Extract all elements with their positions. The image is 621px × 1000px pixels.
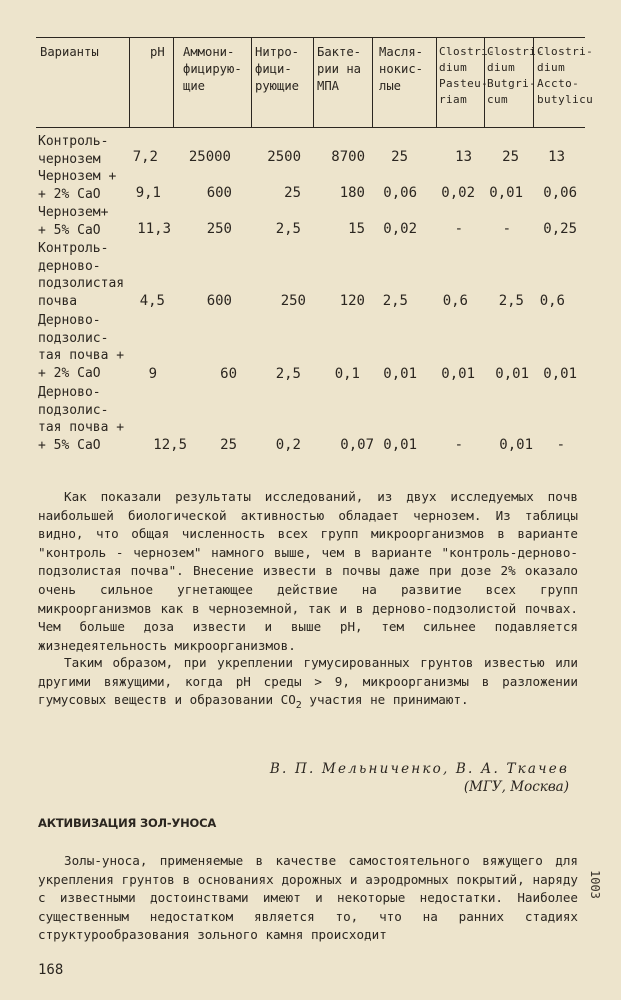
table-cell: 0,01 [383, 366, 417, 382]
section-heading: АКТИВИЗАЦИЯ ЗОЛ-УНОСА [38, 816, 217, 830]
table-top-rule [36, 37, 585, 38]
table-cell: 12,5 [153, 437, 187, 453]
table-cell: 2500 [267, 149, 301, 165]
table-cell: 2,5 [498, 293, 524, 309]
paragraph-fly-ash: Золы-уноса, применяемые в качестве самостоятельного вяжущего для укрепления грунтов в основаниях дорожных и аэродромных покрытий, наряду с известными достоинствами имеют и некоторые недостатки. Наиболее существенным недостатком является то, что на ранних стадиях структурообразования зольного камня происходит [38, 853, 578, 943]
header-nitrifying: Нитро- фици- рующие [255, 45, 300, 93]
table-cell: 13 [548, 149, 565, 165]
table-cell: 8700 [331, 149, 365, 165]
paragraph-conclusion-text: Таким образом, при укреплении гумусированных грунтов известью или другими вяжущими, когда pH среды > 9, микроорганизмы в разложении гумусовых веществ и образовании CO [38, 655, 578, 708]
table-cell: 0,01 [441, 366, 475, 382]
table-cell: 7,2 [132, 149, 158, 165]
table-cell: 180 [339, 185, 365, 201]
table-cell: 0,2 [275, 437, 301, 453]
body-text-block [38, 852, 578, 945]
table-cell: 13 [455, 149, 472, 165]
table-cell: 600 [206, 293, 232, 309]
table-cell: 0,07 [340, 437, 374, 453]
table-cell: 15 [348, 221, 365, 237]
margin-mark: 1003 [588, 870, 602, 899]
header-butyric: Масля- нокис- лые [379, 45, 424, 93]
table-cell: 0,01 [489, 185, 523, 201]
table-cell: 25 [220, 437, 237, 453]
table-cell: 0,01 [383, 437, 417, 453]
table-cell: 0,25 [543, 221, 577, 237]
table-cell: - [502, 221, 511, 237]
column-divider [251, 37, 252, 127]
row-variant-label: Дерново- подзолис- тая почва + + 2% CaO [38, 313, 125, 381]
column-divider [313, 37, 314, 127]
table-cell: 0,1 [334, 366, 360, 382]
page-number: 168 [38, 962, 64, 978]
table-cell: 0,01 [543, 366, 577, 382]
body-text-block [38, 488, 578, 655]
row-variant-label: Контроль- дерново- подзолистая почва [38, 241, 125, 309]
row-variant-label: Чернозем+ + 5% CaO [38, 205, 109, 238]
table-cell: 25 [502, 149, 519, 165]
table-cell: 0,06 [543, 185, 577, 201]
table-cell: 2,5 [275, 366, 301, 382]
table-header-rule [36, 127, 585, 128]
author-signature [270, 760, 569, 796]
table-cell: 25 [391, 149, 408, 165]
column-divider [372, 37, 373, 127]
table-cell: 25 [284, 185, 301, 201]
header-clostridium-pasteurianum: Clostri- dium Pasteu- riam [439, 45, 496, 106]
header-bacteria-mpa: Бакте- рии на МПА [317, 45, 362, 93]
table-cell: 0,6 [539, 293, 565, 309]
table-cell: - [454, 437, 463, 453]
table-cell: 0,6 [442, 293, 468, 309]
author-names: В. П. Мельниченко, В. А. Ткачев [269, 761, 569, 777]
table-cell: 0,02 [383, 221, 417, 237]
column-divider [173, 37, 174, 127]
header-clostridium-acetobutylicum: Clostri- dium Accto- butylicu [537, 45, 594, 106]
table-cell: 2,5 [382, 293, 408, 309]
paragraph-conclusion-end: участия не принимают. [301, 692, 469, 708]
table-cell: 120 [339, 293, 365, 309]
row-variant-label: Дерново- подзолис- тая почва + + 5% CaO [38, 385, 125, 453]
table-cell: 250 [206, 221, 232, 237]
table-cell: - [454, 221, 463, 237]
table-cell: 60 [220, 366, 237, 382]
co2-subscript: 2 [295, 700, 302, 712]
header-variants: Варианты [40, 45, 99, 59]
header-ammonifying: Аммони- фицирую- щие [183, 45, 242, 93]
table-cell: 11,3 [137, 221, 171, 237]
table-cell: 9 [148, 366, 157, 382]
header-clostridium-butyricum: Clostri- dium Butgri- cum [487, 45, 544, 106]
table-cell: 9,1 [135, 185, 161, 201]
paragraph-results: Как показали результаты исследований, из двух исследуемых почв наибольшей биологической активностью обладает чернозем. Из таблицы видно, что общая численность всех групп микроорганизмов в варианте "контроль - чернозем" намного выше, чем в варианте "контроль-дерново-подзолистая почва". Внесение извести в почвы даже при дозе 2% оказало очень сильное угнетающее действие на развитие всех групп микроорганизмов как в черноземной, так и в дерново-подзолистой почвах. Чем больше доза извести и выше pH, тем сильнее подавляется жизнедеятельность микроорганизмов. [38, 489, 578, 653]
column-divider [436, 37, 437, 127]
body-text-block [38, 654, 578, 716]
row-variant-label: Контроль- чернозем [38, 134, 109, 167]
row-variant-label: Чернозем + + 2% CaO [38, 169, 117, 202]
table-cell: 0,01 [495, 366, 529, 382]
table-cell: 0,01 [499, 437, 533, 453]
table-cell: 250 [280, 293, 306, 309]
table-cell: - [556, 437, 565, 453]
table-cell: 4,5 [139, 293, 165, 309]
table-cell: 2,5 [275, 221, 301, 237]
author-affiliation: (МГУ, Москва) [463, 779, 569, 795]
table-cell: 25000 [188, 149, 231, 165]
table-cell: 600 [206, 185, 232, 201]
table-cell: 0,06 [383, 185, 417, 201]
table-cell: 0,02 [441, 185, 475, 201]
paragraph-conclusion [38, 654, 578, 716]
header-ph: pH [150, 45, 165, 59]
column-divider [129, 37, 130, 127]
